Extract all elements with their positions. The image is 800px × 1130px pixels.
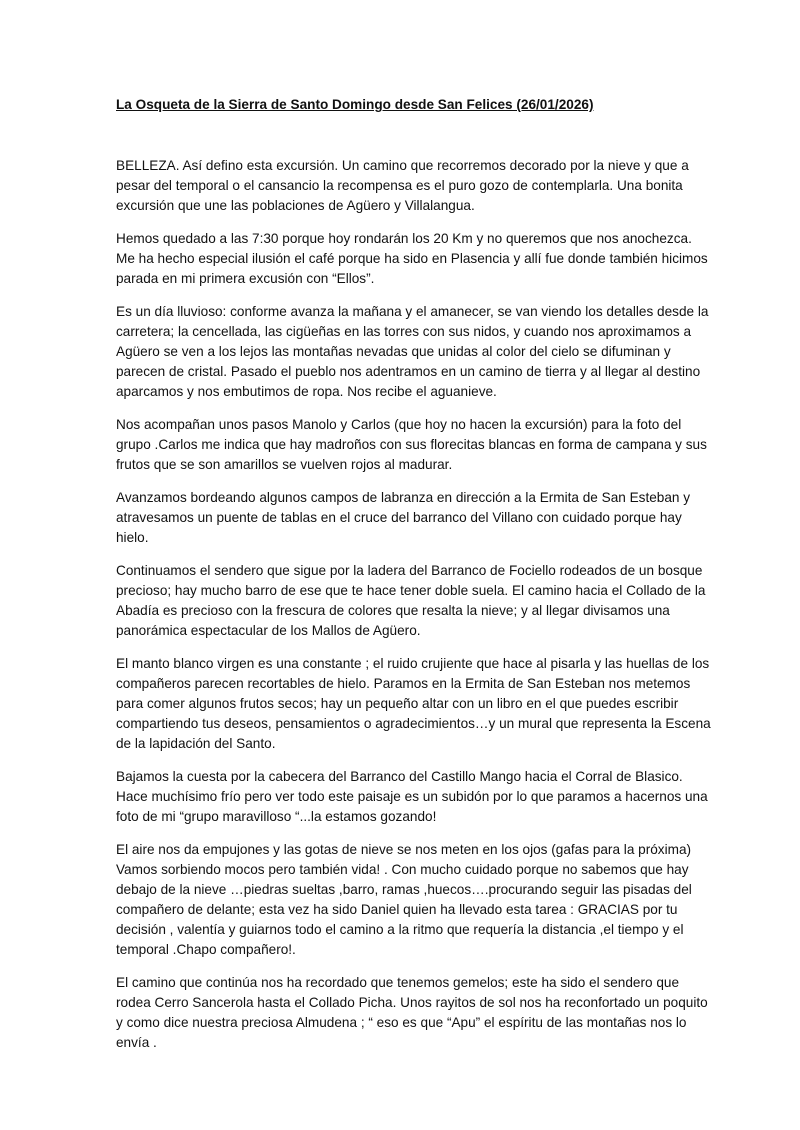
paragraph-9: El aire nos da empujones y las gotas de nieve se nos meten en los ojos (gafas para la próxima) Vamos sorbiendo mocos pero también vida! . Con mucho cuidado porque no sabemos que hay debajo de la nieve …piedras sueltas ,barro, ramas ,huecos….procurando seguir las pisadas del compañero de delante; esta vez ha sido Daniel quien ha llevado esta tarea : GRACIAS por tu decisión , valentía y guiarnos todo el camino a la ritmo que requería la distancia ,el tiempo y el temporal .Chapo compañero!. bbox=[116, 842, 692, 957]
paragraph-2: Hemos quedado a las 7:30 porque hoy rondarán los 20 Km y no queremos que nos anochezca. Me ha hecho especial ilusión el café porque ha sido en Plasencia y allí fue donde también hicimos parada en mi primera excusión con “Ellos”. bbox=[116, 231, 708, 286]
paragraph-7: El manto blanco virgen es una constante ; el ruido crujiente que hace al pisarla y las huellas de los compañeros parecen recortables de hielo. Paramos en la Ermita de San Esteban nos metemos para comer algunos frutos secos; hay un pequeño altar con un libro en el que puedes escribir compartiendo tus deseos, pensamientos o agradecimientos…y un mural que representa la Escena de la lapidación del Santo. bbox=[116, 656, 711, 751]
paragraph-5: Avanzamos bordeando algunos campos de labranza en dirección a la Ermita de San Esteban y atravesamos un puente de tablas en el cruce del barranco del Villano con cuidado porque hay hielo. bbox=[116, 490, 691, 545]
paragraph-3: Es un día lluvioso: conforme avanza la mañana y el amanecer, se van viendo los detalles desde la carretera; la cencellada, las cigüeñas en las torres con sus nidos, y cuando nos aproximamos a Agüero se ven a los lejos las montañas nevadas que unidas al color del cielo se difuminan y parecen de cristal. Pasado el pueblo nos adentramos en un camino de tierra y al llegar al destino aparcamos y nos embutimos de ropa. Nos recibe el aguanieve. bbox=[116, 304, 709, 399]
paragraph-10: El camino que continúa nos ha recordado que tenemos gemelos; este ha sido el sendero que rodea Cerro Sancerola hasta el Collado Picha. Unos rayitos de sol nos ha reconfortado un poquito y como dice nuestra preciosa Almudena ; “ eso es que “Apu” el espíritu de las montañas nos lo envía . bbox=[116, 975, 708, 1050]
paragraph-6: Continuamos el sendero que sigue por la ladera del Barranco de Fociello rodeados de un bosque precioso; hay mucho barro de ese que te hace tener doble suela. El camino hacia el Collado de la Abadía es precioso con la frescura de colores que resalta la nieve; y al llegar divisamos una panorámica espectacular de los Mallos de Agüero. bbox=[116, 563, 706, 638]
paragraph-4: Nos acompañan unos pasos Manolo y Carlos (que hoy no hacen la excursión) para la foto del grupo .Carlos me indica que hay madroños con sus florecitas blancas en forma de campana y sus frutos que se son amarillos se vuelven rojos al madurar. bbox=[116, 417, 707, 472]
paragraph-8: Bajamos la cuesta por la cabecera del Barranco del Castillo Mango hacia el Corral de Blasico. Hace muchísimo frío pero ver todo este paisaje es un subidón por lo que paramos a hacernos una foto de mi “grupo maravilloso “...la estamos gozando! bbox=[116, 769, 708, 824]
paragraph-1: BELLEZA. Así defino esta excursión. Un camino que recorremos decorado por la nieve y que a pesar del temporal o el cansancio la recompensa es el puro gozo de contemplarla. Una bonita excursión que une las poblaciones de Agüero y Villalangua. bbox=[116, 158, 689, 213]
document-title: La Osqueta de la Sierra de Santo Domingo desde San Felices (26/01/2026) bbox=[116, 97, 594, 112]
